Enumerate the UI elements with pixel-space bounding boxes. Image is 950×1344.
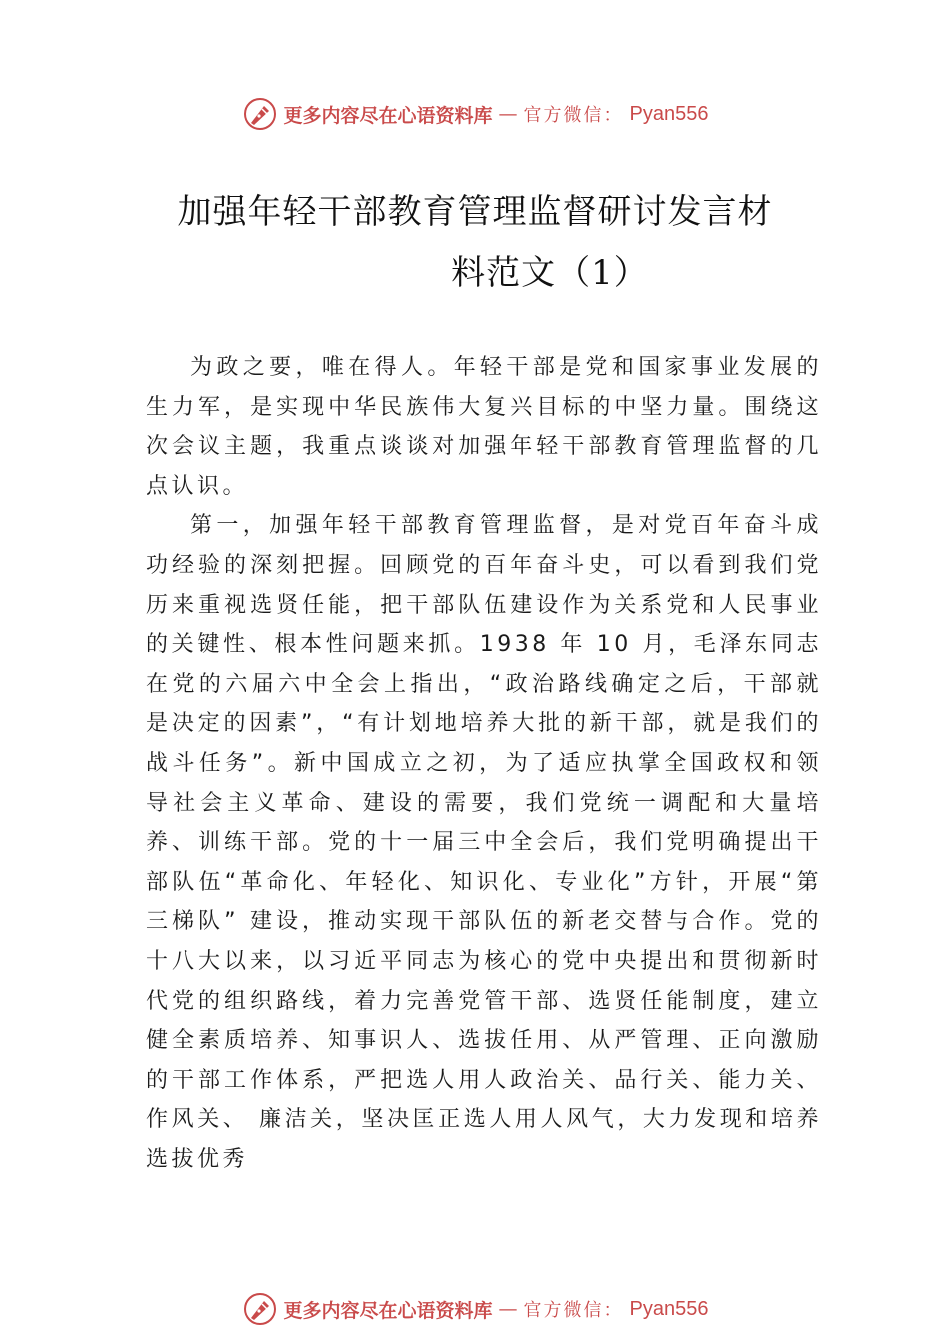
document-body xyxy=(146,348,822,1179)
pen-nib-logo-icon xyxy=(242,96,278,132)
banner-brand-text: 更多内容尽在心语资料库 xyxy=(283,104,493,127)
banner-wechat-id: Pyan556 xyxy=(629,1297,709,1320)
footer-banner xyxy=(0,1289,950,1329)
document-title-line2: 料范文（1） xyxy=(451,253,649,293)
pen-nib-logo-icon xyxy=(242,1291,278,1327)
banner-wechat-label: 官方微信： xyxy=(523,105,624,126)
banner-wechat-label: 官方微信： xyxy=(523,1300,624,1321)
banner-dash: — xyxy=(498,103,518,125)
paragraph-1: 为政之要，唯在得人。年轻干部是党和国家事业发展的生力军，是实现中华民族伟大复兴目标的中坚力量。围绕这次会议主题，我重点谈谈对加强年轻干部教育管理监督的几点认识。 xyxy=(146,355,822,499)
header-banner xyxy=(0,94,950,134)
banner-wechat-id: Pyan556 xyxy=(629,102,709,125)
paragraph-2: 第一，加强年轻干部教育管理监督，是对党百年奋斗成功经验的深刻把握。回顾党的百年奋斗史，可以看到我们党历来重视选贤任能，把干部队伍建设作为关系党和人民事业的关键性、根本性问题来抓。1938 年 10 月，毛泽东同志在党的六届六中全会上指出，“政治路线确定之后，干部就是决定的因素”，“有计划地培养大批的新干部，就是我们的战斗任务”。新中国成立之初，为了适应执掌全国政权和领导社会主义革命、建设的需要，我们党统一调配和大量培养、训练干部。党的十一届三中全会后，我们党明确提出干部队伍“革命化、年轻化、知识化、专业化”方针，开展“第三梯队” 建设，推动实现干部队伍的新老交替与合作。党的十八大以来，以习近平同志为核心的党中央提出和贯彻新时代党的组织路线，着力完善党管干部、选贤任能制度，建立健全素质培养、知事识人、选拔任用、从严管理、正向激励的干部工作体系，严把选人用人政治关、品行关、能力关、作风关、 廉洁关，坚决匡正选人用人风气，大力发现和培养选拔优秀 xyxy=(146,513,822,1172)
banner-dash: — xyxy=(498,1298,518,1320)
banner-brand-text: 更多内容尽在心语资料库 xyxy=(283,1299,493,1322)
document-title-line1: 加强年轻干部教育管理监督研讨发言材 xyxy=(177,192,773,232)
